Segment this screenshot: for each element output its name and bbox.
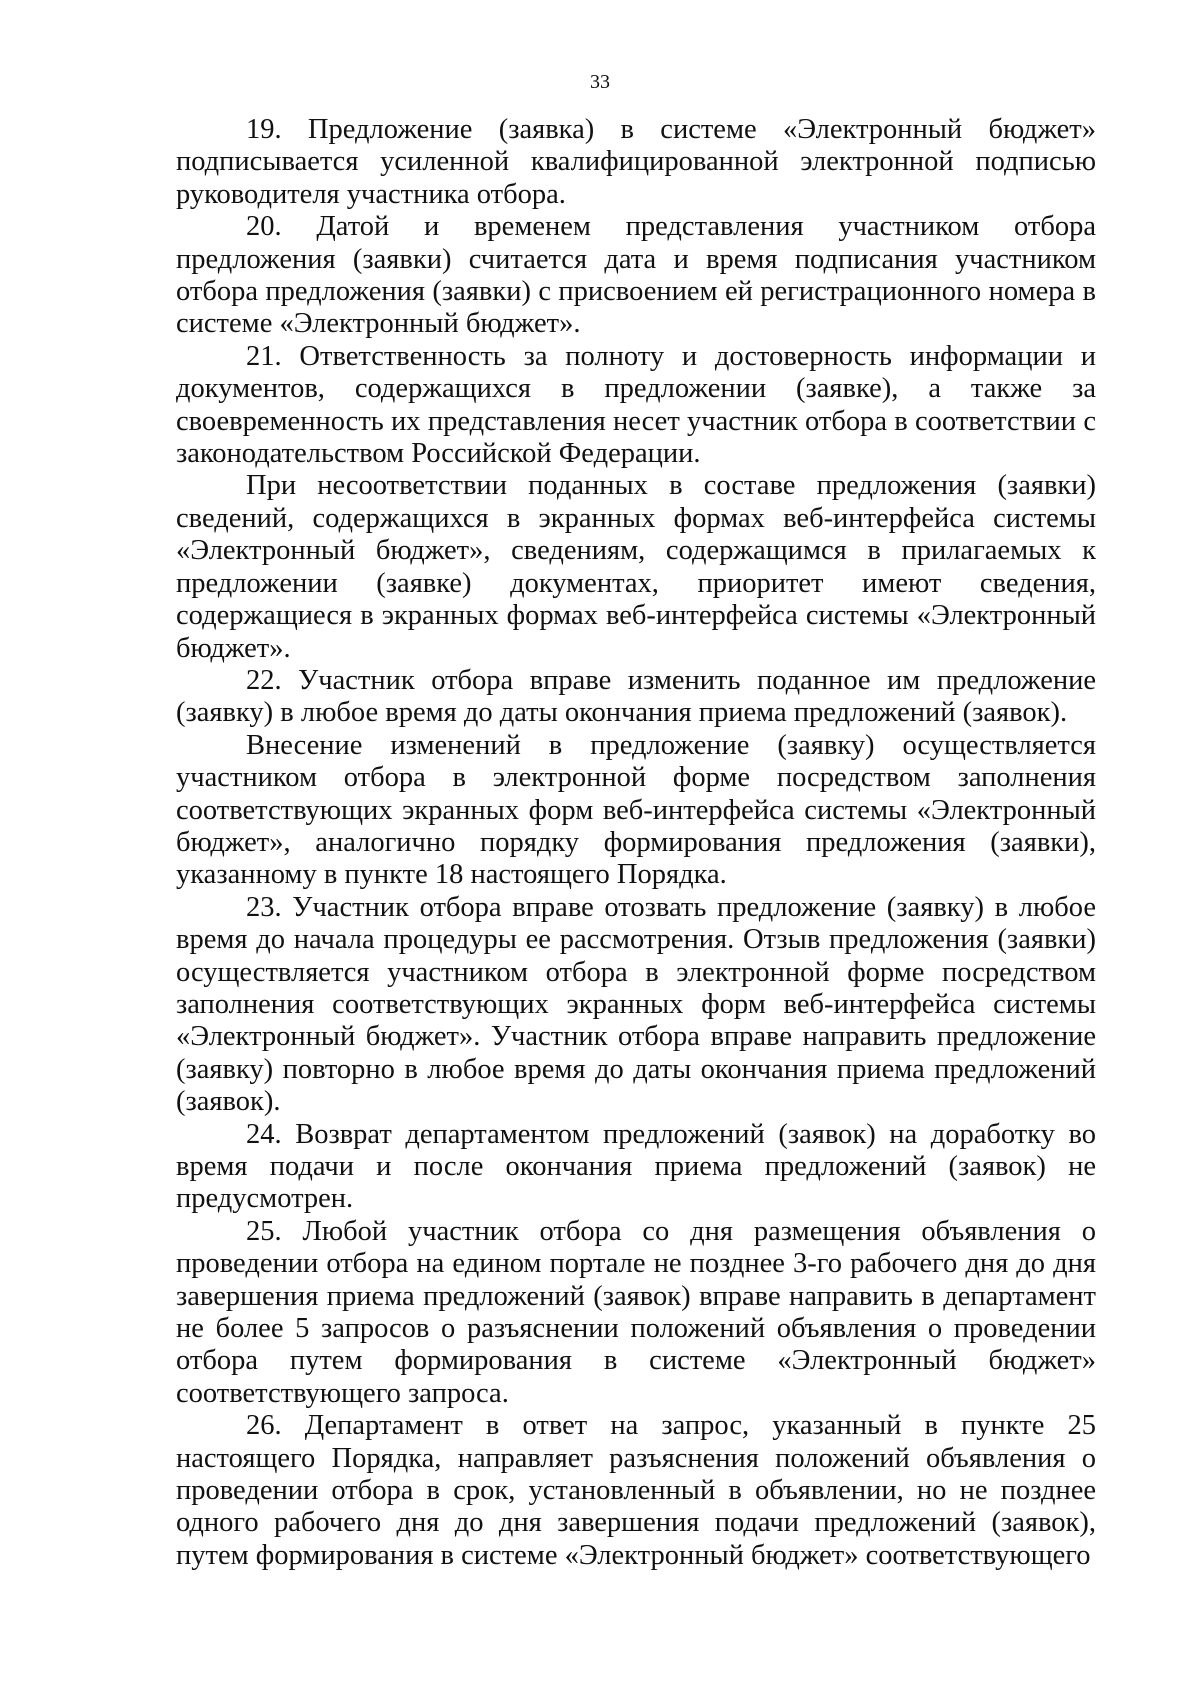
document-body <box>176 114 1096 1572</box>
paragraph-21-mismatch: При несоответствии поданных в составе предложения (заявки) сведений, содержащихся в экранных формах веб-интерфейса системы «Электронный бюджет», сведениям, содержащимся в прилагаемых к предложении (заявке) документах, приоритет имеют сведения, содержащиеся в экранных формах веб-интерфейса системы «Электронный бюджет». <box>176 470 1096 664</box>
paragraph-25: 25. Любой участник отбора со дня размещения объявления о проведении отбора на едином портале не позднее 3-го рабочего дня до дня завершения приема предложений (заявок) вправе направить в департамент не более 5 запросов о разъяснении положений объявления о проведении отбора путем формирования в системе «Электронный бюджет» соответствующего запроса. <box>176 1215 1096 1409</box>
paragraph-19: 19. Предложение (заявка) в системе «Электронный бюджет» подписывается усиленной квалифицированной электронной подписью руководителя участника отбора. <box>176 114 1096 210</box>
paragraph-22: 22. Участник отбора вправе изменить поданное им предложение (заявку) в любое время до даты окончания приема предложений (заявок). <box>176 664 1096 729</box>
paragraph-22-changes: Внесение изменений в предложение (заявку) осуществляется участником отбора в электронной форме посредством заполнения соответствующих экранных форм веб-интерфейса системы «Электронный бюджет», аналогично порядку формирования предложения (заявки), указанному в пункте 18 настоящего Порядка. <box>176 729 1096 891</box>
paragraph-21: 21. Ответственность за полноту и достоверность информации и документов, содержащихся в предложении (заявке), а также за своевременность их представления несет участник отбора в соответствии с законодательством Российской Федерации. <box>176 340 1096 470</box>
page-number: 33 <box>590 71 610 93</box>
paragraph-26: 26. Департамент в ответ на запрос, указанный в пункте 25 настоящего Порядка, направляет разъяснения положений объявления о проведении отбора в срок, установленный в объявлении, но не позднее одного рабочего дня до дня завершения подачи предложений (заявок), путем формирования в системе «Электронный бюджет» соответствующего <box>176 1410 1096 1571</box>
paragraph-20: 20. Датой и временем представления участником отбора предложения (заявки) считается дата и время подписания участником отбора предложения (заявки) с присвоением ей регистрационного номера в системе «Электронный бюджет». <box>176 211 1096 340</box>
paragraph-23: 23. Участник отбора вправе отозвать предложение (заявку) в любое время до начала процедуры ее рассмотрения. Отзыв предложения (заявки) осуществляется участником отбора в электронной форме посредством заполнения соответствующих экранных форм веб-интерфейса системы «Электронный бюджет». Участник отбора вправе направить предложение (заявку) повторно в любое время до даты окончания приема предложений (заявок). <box>176 891 1096 1118</box>
paragraph-24: 24. Возврат департаментом предложений (заявок) на доработку во время подачи и после окончания приема предложений (заявок) не предусмотрен. <box>176 1118 1096 1215</box>
